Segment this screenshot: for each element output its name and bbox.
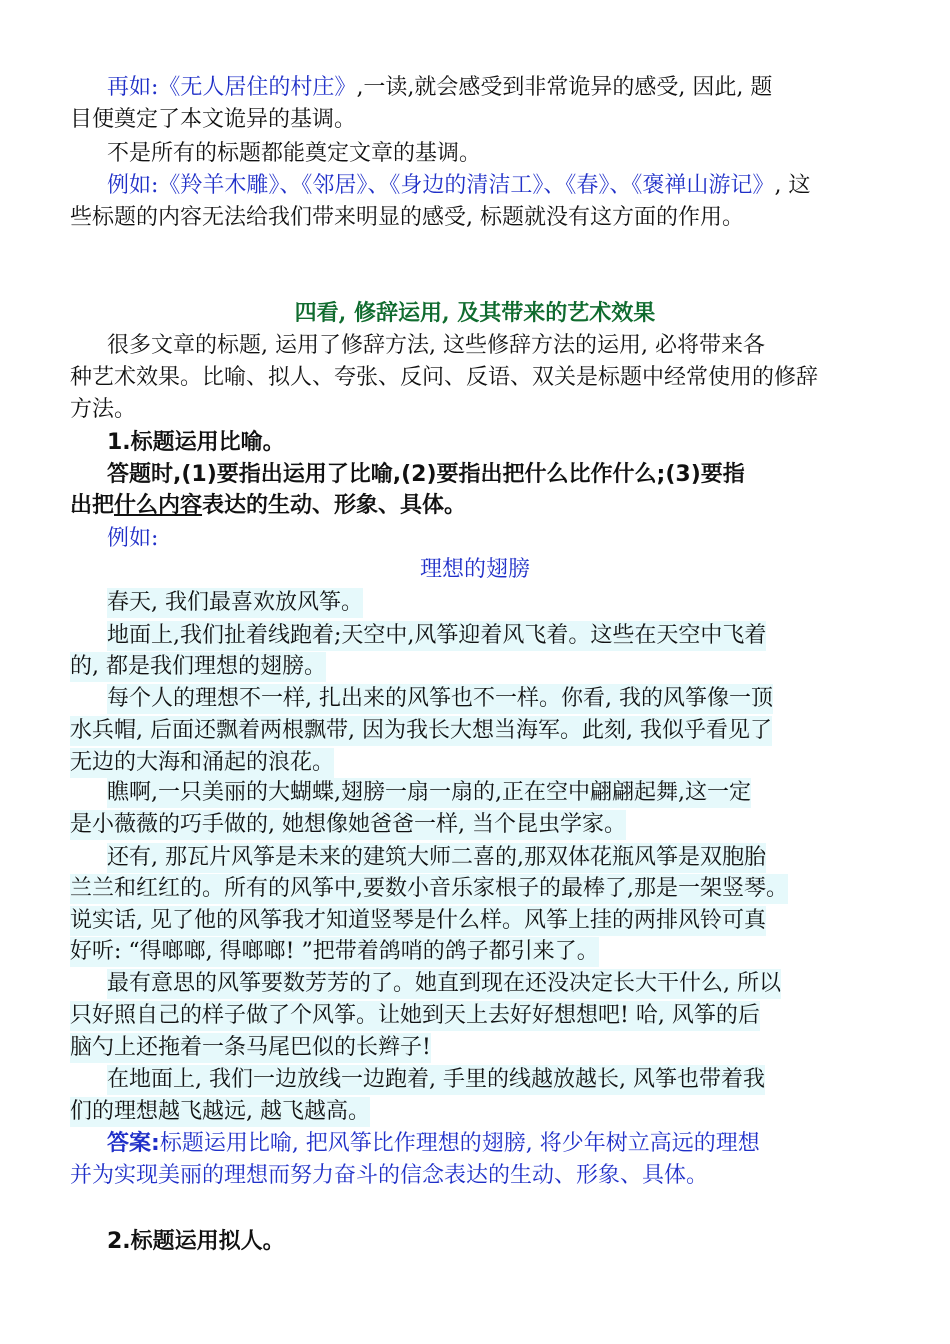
essay-text: 在地面上, 我们一边放线一边跑着, 手里的线越放越长, 风筝也带着我 — [107, 1065, 765, 1095]
tip-text: 表达的生动、形象、具体。 — [202, 493, 467, 518]
essay-line — [0, 937, 950, 967]
answer-text: 并为实现美丽的理想而努力奋斗的信念表达的生动、形象、具体。 — [70, 1163, 709, 1188]
essay-text: 瞧啊,一只美丽的大蝴蝶,翅膀一扇一扇的,正在空中翩翩起舞,这一定 — [107, 778, 751, 808]
essay-text: 地面上,我们扯着线跑着;天空中,风筝迎着风飞着。这些在天空中飞着 — [107, 621, 766, 651]
essay-text: 说实话, 见了他的风筝我才知道竖琴是什么样。风筝上挂的两排风铃可真 — [70, 906, 766, 936]
paragraph-text: , 这 — [774, 173, 811, 198]
essay-title: 理想的翅膀 — [419, 557, 530, 582]
paragraph-text: 种艺术效果。比喻、拟人、夸张、反问、反语、双关是标题中经常使用的修辞 — [70, 365, 819, 390]
essay-text: 无边的大海和涌起的浪花。 — [70, 748, 334, 778]
tip-underlined-text: 什么内容 — [114, 493, 203, 518]
intro-line2 — [0, 363, 950, 393]
essay-line — [0, 684, 950, 714]
paragraph-text: 很多文章的标题, 运用了修辞方法, 这些修辞方法的运用, 必将带来各 — [107, 333, 765, 358]
item-title-text: 1.标题运用比喻。 — [107, 430, 285, 455]
paragraph-counter-examples-line2 — [0, 203, 950, 233]
answer-line2 — [0, 1161, 950, 1191]
essay-line — [0, 1033, 950, 1063]
essay-text: 最有意思的风筝要数芳芳的了。她直到现在还没决定长大干什么, 所以 — [107, 969, 781, 999]
essay-text: 的, 都是我们理想的翅膀。 — [70, 652, 326, 682]
essay-line — [0, 843, 950, 873]
section-heading: 四看, 修辞运用, 及其带来的艺术效果 — [294, 300, 656, 326]
tip-text: 出把 — [70, 493, 115, 518]
example-label — [0, 524, 950, 554]
answer-text: 标题运用比喻, 把风筝比作理想的翅膀, 将少年树立高远的理想 — [159, 1131, 760, 1156]
essay-text: 春天, 我们最喜欢放风筝。 — [107, 588, 363, 618]
item-title-text: 2.标题运用拟人。 — [107, 1229, 285, 1254]
essay-text: 兰兰和红红的。所有的风筝中,要数小音乐家根子的最棒了,那是一架竖琴。 — [70, 874, 788, 904]
paragraph-example-village-line1 — [0, 73, 950, 103]
example-title: 《无人居住的村庄》 — [158, 75, 357, 100]
essay-line — [0, 778, 950, 808]
essay-line — [0, 874, 950, 904]
essay-text: 水兵帽, 后面还飘着两根飘带, 因为我长大想当海军。此刻, 我似乎看见了 — [70, 716, 772, 746]
essay-text: 脑勺上还拖着一条马尾巴似的长辫子! — [70, 1033, 431, 1063]
essay-line — [0, 748, 950, 778]
answer-label: 答案: — [107, 1131, 160, 1156]
answer-line1 — [0, 1129, 950, 1159]
essay-line — [0, 906, 950, 936]
essay-text: 每个人的理想不一样, 扎出来的风筝也不一样。你看, 我的风筝像一顶 — [107, 684, 773, 714]
paragraph-example-village-line2 — [0, 105, 950, 135]
essay-line — [0, 588, 950, 618]
item2-title — [0, 1227, 950, 1257]
example-titles: 《羚羊木雕》、《邻居》、《身边的清洁工》、《春》、《褒禅山游记》 — [158, 173, 775, 198]
essay-line — [0, 1001, 950, 1031]
example-label-text: 例如: — [107, 526, 159, 551]
paragraph-text: ,一读,就会感受到非常诡异的感受, 因此, 题 — [356, 75, 773, 100]
paragraph-text: 目便奠定了本文诡异的基调。 — [70, 107, 357, 132]
essay-text: 是小薇薇的巧手做的, 她想像她爸爸一样, 当个昆虫学家。 — [70, 810, 626, 840]
paragraph-text: 不是所有的标题都能奠定文章的基调。 — [107, 141, 482, 166]
answer-tip-line1 — [0, 460, 950, 490]
example-prefix: 例如: — [107, 173, 159, 198]
essay-line — [0, 621, 950, 651]
paragraph-counter-examples-line1 — [0, 171, 950, 201]
essay-text: 还有, 那瓦片风筝是未来的建筑大师二喜的,那双体花瓶风筝是双胞胎 — [107, 843, 766, 873]
paragraph-text: 方法。 — [70, 397, 137, 422]
essay-line — [0, 810, 950, 840]
item1-title — [0, 428, 950, 458]
essay-line — [0, 1097, 950, 1127]
essay-line — [0, 969, 950, 999]
paragraph-text: 些标题的内容无法给我们带来明显的感受, 标题就没有这方面的作用。 — [70, 205, 744, 230]
tip-text: 答题时,(1)要指出运用了比喻,(2)要指出把什么比作什么;(3)要指 — [107, 462, 745, 487]
essay-line — [0, 1065, 950, 1095]
essay-line — [0, 716, 950, 746]
paragraph-not-all-titles — [0, 139, 950, 169]
essay-text: 好听: “得啷啷, 得啷啷! ”把带着鸽哨的鸽子都引来了。 — [70, 937, 599, 967]
intro-line3 — [0, 395, 950, 425]
intro-line1 — [0, 331, 950, 361]
example-prefix: 再如: — [107, 75, 159, 100]
essay-text: 们的理想越飞越远, 越飞越高。 — [70, 1097, 370, 1127]
essay-line — [0, 652, 950, 682]
essay-text: 只好照自己的样子做了个风筝。让她到天上去好好想想吧! 哈, 风筝的后 — [70, 1001, 760, 1031]
answer-tip-line2 — [0, 491, 950, 521]
